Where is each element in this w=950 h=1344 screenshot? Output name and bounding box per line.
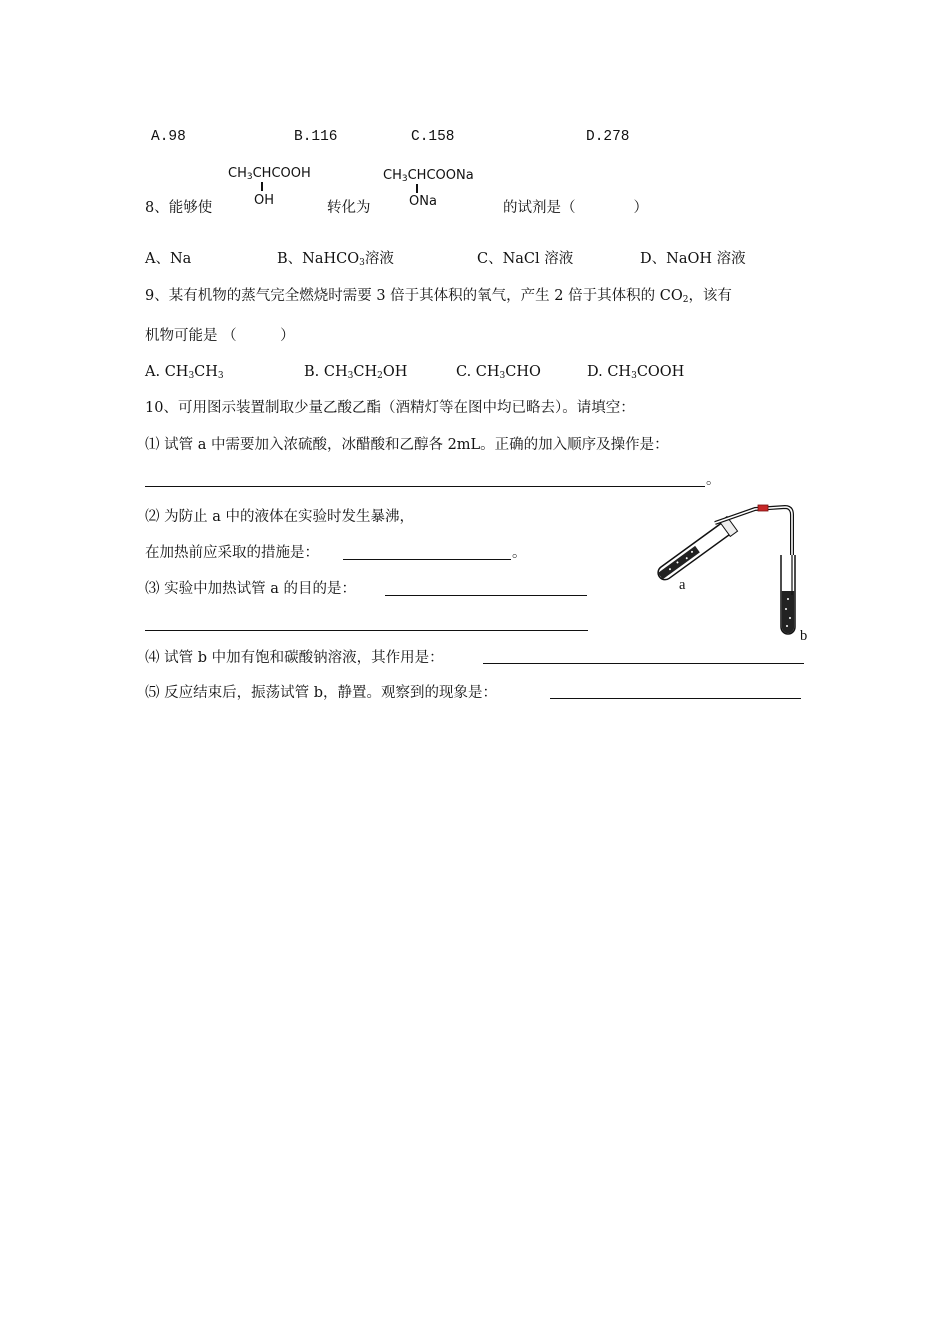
label-a: a xyxy=(679,577,686,593)
q8-product-bond xyxy=(416,184,418,193)
q8-product-formula xyxy=(383,168,474,209)
q10-part4: ⑷ 试管 b 中加有饱和碳酸钠溶液，其作用是： xyxy=(145,650,444,666)
q7-option-b: B.116 xyxy=(294,129,338,145)
q10-part4-answer-line[interactable] xyxy=(483,663,804,664)
q10-part2-line1: ⑵ 为防止 a 中的液体在实验时发生暴沸， xyxy=(145,509,414,525)
q8-middle: 转化为 xyxy=(327,200,371,216)
q8-reactant-bond xyxy=(261,182,263,191)
q10-title: 10、可用图示装置制取少量乙酸乙酯（酒精灯等在图中均已略去）。请填空： xyxy=(145,400,635,416)
q8-option-b: B、NaHCO$_3$溶液 xyxy=(277,251,394,268)
q10-part3: ⑶ 实验中加热试管 a 的目的是： xyxy=(145,581,356,597)
q8-option-d: D、NaOH 溶液 xyxy=(640,251,746,267)
q10-part3-answer-line[interactable] xyxy=(385,595,587,596)
q10-part2-answer-line[interactable] xyxy=(343,559,511,560)
q8-option-a: A、Na xyxy=(145,251,192,267)
rubber-connector xyxy=(758,505,768,511)
q7-option-a: A.98 xyxy=(151,129,186,145)
q8-reactant-formula xyxy=(228,166,311,208)
q10-part1-end: 。 xyxy=(706,472,721,488)
ester-apparatus-diagram xyxy=(645,495,820,650)
q8-product-sub: ONa xyxy=(409,194,437,209)
test-tube-a xyxy=(654,517,737,584)
label-b: b xyxy=(800,628,808,644)
q10-part3-answer-line-2[interactable] xyxy=(145,630,588,631)
q10-part1: ⑴ 试管 a 中需要加入浓硫酸，冰醋酸和乙醇各 2mL。正确的加入顺序及操作是： xyxy=(145,437,669,453)
q9-line2: 机物可能是 （ ） xyxy=(145,328,295,344)
test-tube-b xyxy=(781,555,795,634)
q8-product-main: $CH_3CHCOONa$ xyxy=(383,168,474,184)
q9-line1: 9、某有机物的蒸气完全燃烧时需要 3 倍于其体积的氧气，产生 2 倍于其体积的 $CO_2$，该有 xyxy=(145,288,732,305)
q7-option-d: D.278 xyxy=(586,129,630,145)
q9-option-a: A. $CH_3CH_3$ xyxy=(145,364,224,381)
q9-option-b: B. $CH_3CH_2OH$ xyxy=(304,364,408,381)
q10-part2-end: 。 xyxy=(512,545,527,561)
q8-option-c: C、NaCl 溶液 xyxy=(477,251,574,267)
q7-option-c: C.158 xyxy=(411,129,455,145)
q10-part5-answer-line[interactable] xyxy=(550,698,801,699)
q10-part5: ⑸ 反应结束后，振荡试管 b，静置。观察到的现象是： xyxy=(145,685,497,701)
q9-option-c: C. $CH_3CHO$ xyxy=(456,364,541,381)
q8-suffix: 的试剂是（ ） xyxy=(503,200,648,216)
q8-prefix: 8、能够使 xyxy=(145,200,213,216)
q10-part1-answer-line[interactable] xyxy=(145,486,705,487)
q9-option-d: D. $CH_3COOH$ xyxy=(587,364,685,381)
q8-reactant-main: $CH_3CHCOOH$ xyxy=(228,166,311,182)
q8-reactant-sub: OH xyxy=(254,193,275,208)
q10-part2-line2: 在加热前应采取的措施是： xyxy=(145,545,319,561)
